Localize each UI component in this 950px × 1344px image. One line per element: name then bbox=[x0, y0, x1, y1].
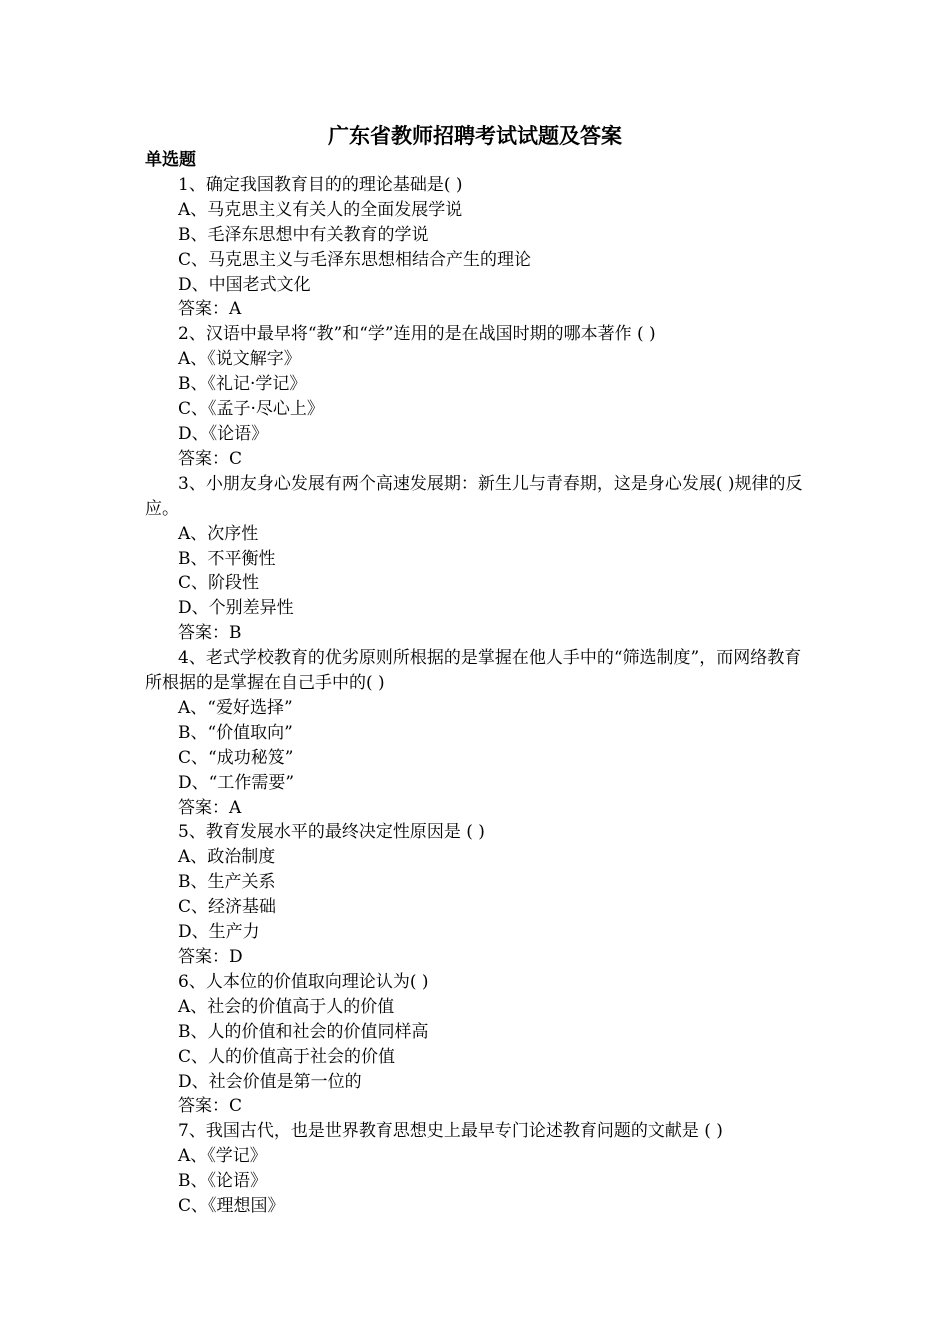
question-block bbox=[145, 173, 810, 322]
question-stem: 5、教育发展水平的最终决定性原因是 ( ) bbox=[178, 822, 485, 843]
question-block bbox=[145, 1119, 810, 1219]
option-b: B、生产关系 bbox=[178, 872, 276, 893]
question-stem: 3、小朋友身心发展有两个高速发展期：新生儿与青春期，这是身心发展( )规律的反应。 bbox=[145, 473, 803, 519]
answer-line: 答案：B bbox=[178, 623, 242, 644]
option-c: C、阶段性 bbox=[178, 573, 260, 594]
question-stem: 1、确定我国教育目的的理论基础是( ) bbox=[178, 174, 463, 195]
option-b: B、不平衡性 bbox=[178, 548, 276, 569]
option-a: A、《说文解字》 bbox=[178, 349, 301, 370]
option-d: D、个别差异性 bbox=[178, 598, 294, 619]
question-block bbox=[145, 646, 810, 820]
option-b: B、人的价值和社会的价值同样高 bbox=[178, 1021, 429, 1042]
document-body bbox=[145, 148, 810, 1219]
section-heading: 单选题 bbox=[145, 150, 196, 170]
question-stem: 7、我国古代，也是世界教育思想史上最早专门论述教育问题的文献是 ( ) bbox=[178, 1121, 723, 1142]
option-d: D、社会价值是第一位的 bbox=[178, 1071, 362, 1092]
question-stem: 4、老式学校教育的优劣原则所根据的是掌握在他人手中的“筛选制度”，而网络教育所根据的是掌握在自己手中的( ) bbox=[145, 648, 802, 694]
option-a: A、政治制度 bbox=[178, 847, 276, 868]
option-b: B、《论语》 bbox=[178, 1171, 267, 1192]
question-block bbox=[145, 322, 810, 471]
option-c: C、人的价值高于社会的价值 bbox=[178, 1046, 396, 1067]
option-b: B、“价值取向” bbox=[178, 722, 293, 743]
answer-line: 答案：C bbox=[178, 448, 243, 469]
question-block bbox=[145, 820, 810, 969]
answer-line: 答案：A bbox=[178, 797, 242, 818]
option-d: D、“工作需要” bbox=[178, 772, 295, 793]
option-a: A、“爱好选择” bbox=[178, 697, 293, 718]
option-a: A、马克思主义有关人的全面发展学说 bbox=[178, 199, 463, 220]
document-title: 广东省教师招聘考试试题及答案 bbox=[328, 124, 622, 148]
option-d: D、生产力 bbox=[178, 922, 260, 943]
option-a: A、《学记》 bbox=[178, 1146, 267, 1167]
option-a: A、社会的价值高于人的价值 bbox=[178, 996, 395, 1017]
option-d: D、《论语》 bbox=[178, 423, 269, 444]
question-stem: 2、汉语中最早将“教”和“学”连用的是在战国时期的哪本著作 ( ) bbox=[178, 324, 656, 345]
option-b: B、《礼记·学记》 bbox=[178, 374, 307, 395]
option-c: C、《理想国》 bbox=[178, 1196, 285, 1217]
question-block bbox=[145, 472, 810, 646]
option-c: C、马克思主义与毛泽东思想相结合产生的理论 bbox=[178, 249, 532, 270]
answer-line: 答案：D bbox=[178, 947, 243, 967]
option-c: C、“成功秘笈” bbox=[178, 747, 294, 768]
option-c: C、经济基础 bbox=[178, 897, 277, 918]
option-a: A、次序性 bbox=[178, 523, 259, 544]
option-b: B、毛泽东思想中有关教育的学说 bbox=[178, 224, 429, 245]
option-c: C、《孟子·尽心上》 bbox=[178, 399, 324, 420]
question-block bbox=[145, 970, 810, 1119]
answer-line: 答案：C bbox=[178, 1096, 243, 1117]
question-stem: 6、人本位的价值取向理论认为( ) bbox=[178, 971, 429, 992]
option-d: D、中国老式文化 bbox=[178, 274, 311, 295]
answer-line: 答案：A bbox=[178, 299, 242, 320]
